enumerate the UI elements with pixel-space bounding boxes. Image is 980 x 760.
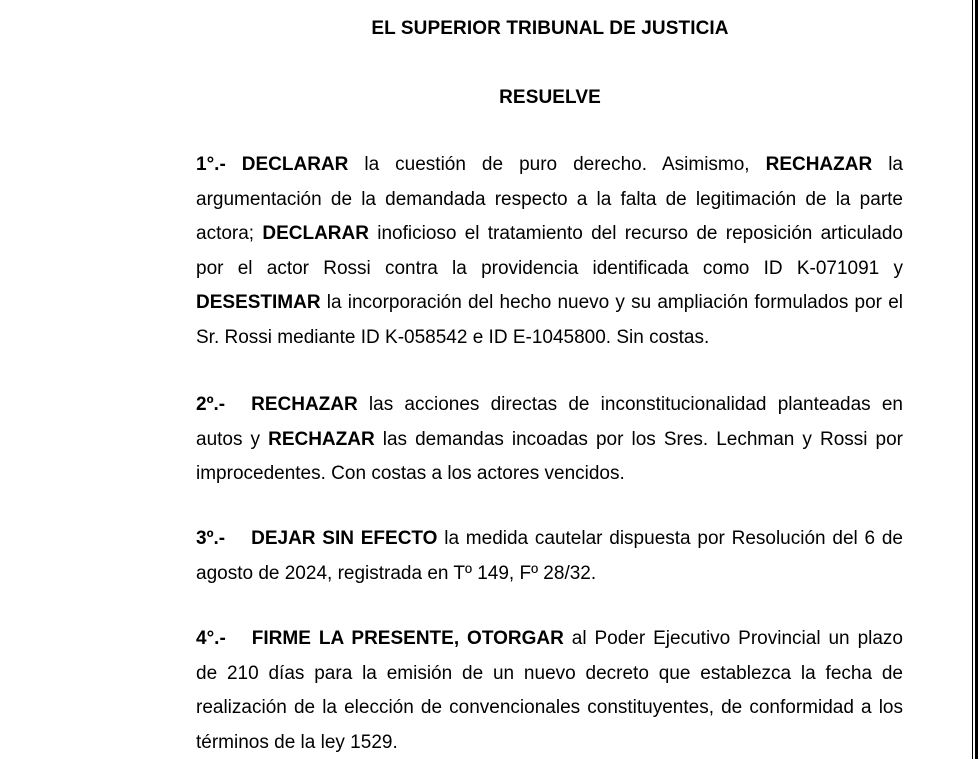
item-text-bold: RECHAZAR [765,154,873,175]
resolution-item-2 [196,388,903,492]
item-text-bold: DEJAR SIN EFECTO [251,528,438,549]
item-text: la incorporación del hecho nuevo y su ampliación formulados por el Sr. Rossi mediante ID K-058542 e ID E-1045800. Sin costas. [196,292,903,348]
item-text: la argumentación de la demandada respecto a la falta de legitimación de la parte actora; [196,154,903,244]
item-text-bold: RECHAZAR [268,428,375,450]
item-text: la cuestión de puro derecho. Asimismo, [348,154,766,175]
item-number: 2º.- [196,394,226,415]
item-text: las acciones directas de inconstitucionalidad planteadas en autos y [196,394,903,450]
court-heading: EL SUPERIOR TRIBUNAL DE JUSTICIA [371,18,729,39]
item-text: inoficioso el tratamiento del recurso de reposición articulado por el actor Rossi contra la providencia identificada como ID K-071091 y [196,223,903,279]
item-text-bold: DESESTIMAR [196,292,321,313]
resolves-heading: RESUELVE [499,87,601,108]
page-edge-shadow [975,0,978,759]
item-text: al Poder Ejecutivo Provincial un plazo de 210 días para la emisión de un nuevo decreto que establezca la fecha de realización de la elección de convencionales constituyentes, de conformidad a los términos de la ley 1529. [196,628,903,753]
item-number: 4°.- [196,628,226,649]
page-edge-line [972,0,973,759]
item-text-bold: RECHAZAR [251,394,358,415]
item-text-bold: DECLARAR [241,154,349,175]
item-number: 1°.- [196,154,242,175]
resolution-item-4 [196,622,903,760]
item-text-bold: FIRME LA PRESENTE, OTORGAR [251,628,564,649]
page-edge [970,0,980,759]
item-text: las demandas incoadas por los Sres. Lechman y Rossi por improcedentes. Con costas a los actores vencidos. [196,428,903,484]
item-number: 3º.- [196,528,226,549]
item-text: la medida cautelar dispuesta por Resolución del 6 de agosto de 2024, registrada en Tº 149, Fº 28/32. [196,528,903,584]
resolution-item-3 [196,522,903,591]
item-text-bold: DECLARAR [262,223,369,244]
resolution-item-1 [196,148,903,355]
